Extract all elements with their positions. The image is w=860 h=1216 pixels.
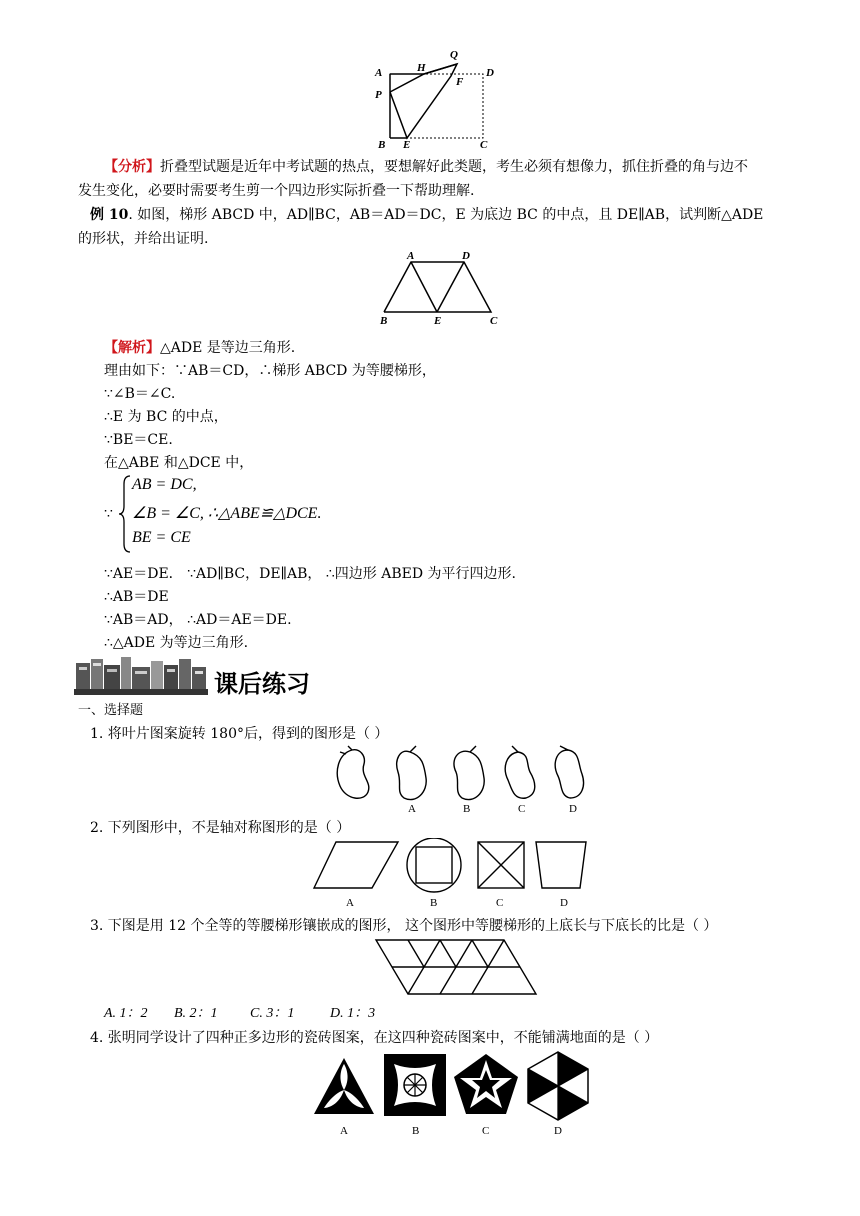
- leaf-icon: [337, 750, 369, 799]
- fig-label: F: [456, 76, 464, 88]
- option-label: D: [569, 803, 577, 814]
- choice: D. 1：3: [330, 1006, 376, 1021]
- brace-icon: [118, 474, 132, 554]
- leaf-icon: [454, 751, 484, 799]
- solution-line: ∴E 为 BC 的中点，: [104, 409, 228, 425]
- fig-label: H: [417, 62, 426, 74]
- fig-label: A: [375, 67, 383, 79]
- solution-line-1: [104, 338, 295, 358]
- fold-figure: [370, 44, 500, 152]
- solution-tag: 【解析】: [104, 340, 160, 356]
- fig-label: P: [375, 89, 382, 101]
- question-3: 3. 下图是用 12 个全等的等腰梯形镶嵌成的图形， 这个图形中等腰梯形的上底长与下底长的比是（ ）: [90, 918, 718, 934]
- solution-after-line: ∴AB＝DE: [104, 589, 169, 605]
- analysis-tag: 【分析】: [104, 159, 160, 175]
- solution-after-line: ∵AB＝AD， ∴AD＝AE＝DE.: [104, 612, 292, 628]
- option-label: A: [408, 803, 416, 814]
- option-label: A: [340, 1125, 348, 1137]
- fig-label: D: [486, 67, 494, 79]
- option-label: A: [346, 897, 354, 909]
- question-2: 2. 下列图形中，不是轴对称图形的是（ ）: [90, 820, 351, 836]
- tile-b-icon: [384, 1054, 446, 1116]
- choice: A. 1：2: [104, 1006, 148, 1021]
- circle-square-icon: [407, 838, 461, 892]
- fig-label: B: [378, 139, 386, 151]
- analysis-line-1: [104, 157, 748, 177]
- solution-after-line: ∵AE＝DE． ∵AD∥BC，DE∥AB， ∴四边形 ABED 为平行四边形.: [104, 566, 516, 582]
- tessellation-figure: [374, 938, 538, 998]
- tile-a-icon: [314, 1058, 374, 1114]
- option-label: C: [518, 803, 526, 814]
- fig-label: C: [480, 139, 488, 151]
- question-4: 4. 张明同学设计了四种正多边形的瓷砖图案，在这四种瓷砖图案中，不能铺满地面的是（ ）: [90, 1030, 659, 1046]
- fig-label: D: [462, 250, 470, 262]
- brace-line: AB = DC,: [132, 476, 197, 493]
- example10-line-1: [90, 205, 763, 225]
- fig-label: A: [407, 250, 415, 262]
- tiles-options-figure: [308, 1050, 598, 1140]
- fig-label: Q: [450, 49, 458, 61]
- section-title: 课后练习: [214, 670, 310, 698]
- analysis-text: 折叠型试题是近年中考试题的热点，要想解好此类题，考生必须有想像力，抓住折叠的角与边不: [160, 159, 748, 175]
- fig-label: B: [380, 315, 388, 326]
- solution-line: 理由如下：∵AB＝CD，∴梯形 ABCD 为等腰梯形，: [104, 363, 436, 379]
- fig-label: E: [403, 139, 411, 151]
- option-label: B: [463, 803, 471, 814]
- tile-d-icon: [528, 1052, 588, 1120]
- trapezoid-icon: [536, 842, 586, 888]
- option-label: B: [412, 1125, 420, 1137]
- option-label: C: [496, 897, 504, 909]
- example10-label: 例 10: [90, 207, 129, 223]
- trapezoid-figure: [376, 250, 506, 326]
- solution-line: 在△ABE 和△DCE 中，: [104, 455, 254, 471]
- brace-line: BE = CE: [132, 529, 191, 546]
- option-label: C: [482, 1125, 490, 1137]
- leaf-icon: [505, 752, 535, 798]
- option-label: D: [560, 897, 568, 909]
- choice: B. 2：1: [174, 1006, 218, 1021]
- section-subtitle: 一、选择题: [78, 703, 144, 718]
- shapes-options-figure: [310, 838, 590, 910]
- choice: C. 3：1: [250, 1006, 295, 1021]
- leaf-icon: [397, 751, 426, 799]
- fig-label: E: [434, 315, 442, 326]
- leaf-icon: [555, 750, 583, 798]
- parallelogram-icon: [314, 842, 398, 888]
- books-icon: [74, 655, 208, 697]
- fig-label: C: [490, 315, 498, 326]
- tile-c-icon: [454, 1054, 518, 1114]
- brace-line: ∠B = ∠C, ∴△ABE≌△DCE.: [132, 505, 322, 522]
- solution-line: ∵BE＝CE.: [104, 432, 173, 448]
- leaf-options-figure: [330, 742, 592, 814]
- example10-text: . 如图，梯形 ABCD 中，AD∥BC，AB＝AD＝DC，E 为底边 BC 的中点，且 DE∥AB，试判断△ADE: [128, 207, 764, 223]
- solution-after-line: ∴△ADE 为等边三角形.: [104, 635, 249, 651]
- brace-prefix: ∵: [104, 506, 113, 522]
- solution-text: △ADE 是等边三角形.: [160, 340, 296, 356]
- solution-line: ∵∠B＝∠C.: [104, 386, 176, 402]
- option-label: D: [554, 1125, 562, 1137]
- example10-line-2: 的形状，并给出证明.: [78, 231, 209, 247]
- question-1: 1. 将叶片图案旋转 180°后，得到的图形是（ ）: [90, 726, 389, 742]
- option-label: B: [430, 897, 438, 909]
- analysis-line-2: 发生变化，必要时需要考生剪一个四边形实际折叠一下帮助理解.: [78, 183, 475, 199]
